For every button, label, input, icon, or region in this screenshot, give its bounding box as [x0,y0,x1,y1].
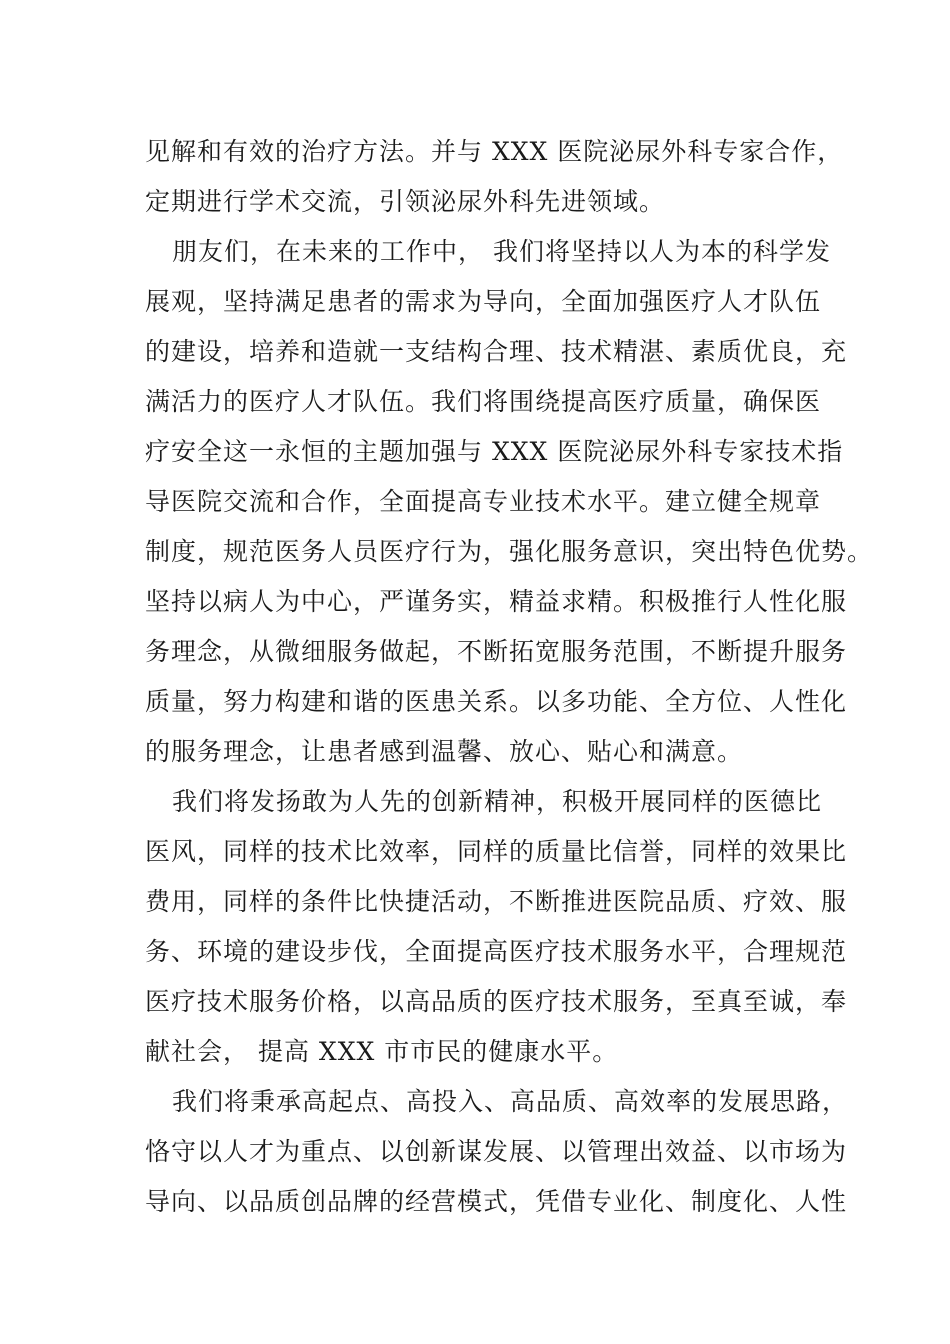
paragraph-start-line: 朋友们，在未来的工作中， 我们将坚持以人为本的科学发 [172,237,831,266]
text-line: 定期进行学术交流，引领泌尿外科先进领域。 [145,187,666,216]
text-line: 导医院交流和合作，全面提高专业技术水平。建立健全规章 [145,487,822,516]
text-line: 务、环境的建设步伐，全面提高医疗技术服务水平，合理规范 [145,937,848,966]
text-line: 导向、以品质创品牌的经营模式，凭借专业化、制度化、人性 [145,1187,848,1216]
text-line: 展观，坚持满足患者的需求为导向，全面加强医疗人才队伍 [145,287,822,316]
text-line: 见解和有效的治疗方法。并与 XXX 医院泌尿外科专家合作， [145,137,844,166]
paragraph-start-line: 我们将发扬敢为人先的创新精神，积极开展同样的医德比 [172,787,823,816]
text-line: 恪守以人才为重点、以创新谋发展、以管理出效益、以市场为 [145,1137,848,1166]
text-line: 费用，同样的条件比快捷活动，不断推进医院品质、疗效、服 [145,887,848,916]
text-line: 献社会， 提高 XXX 市市民的健康水平。 [145,1037,619,1066]
text-line: 务理念，从微细服务做起，不断拓宽服务范围，不断提升服务 [145,637,848,666]
text-line: 满活力的医疗人才队伍。我们将围绕提高医疗质量，确保医 [145,387,822,416]
text-line: 坚持以病人为中心，严谨务实，精益求精。积极推行人性化服 [145,587,848,616]
text-line: 制度，规范医务人员医疗行为，强化服务意识，突出特色优势。 [145,537,874,566]
text-line: 质量，努力构建和谐的医患关系。以多功能、全方位、人性化 [145,687,848,716]
text-line: 的建设，培养和造就一支结构合理、技术精湛、素质优良，充 [145,337,848,366]
text-line: 医风，同样的技术比效率，同样的质量比信誉，同样的效果比 [145,837,848,866]
paragraph-start-line: 我们将秉承高起点、高投入、高品质、高效率的发展思路， [172,1087,849,1116]
text-line: 的服务理念，让患者感到温馨、放心、贴心和满意。 [145,737,744,766]
text-line: 疗安全这一永恒的主题加强与 XXX 医院泌尿外科专家技术指 [145,437,844,466]
text-line: 医疗技术服务价格，以高品质的医疗技术服务，至真至诚，奉 [145,987,848,1016]
